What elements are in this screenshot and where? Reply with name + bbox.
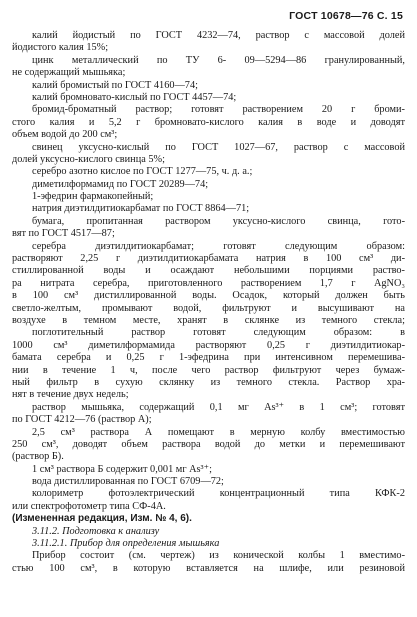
text-line: объем водой до 200 см³;: [12, 129, 118, 141]
text-line: стью 100 см³, в которую вставляется на шлифе, или резиновой: [12, 562, 405, 574]
text-line: по ГОСТ 4212—76 (раствор А);: [12, 414, 152, 426]
text-line: поглотительный раствор готовят следующим образом: в: [32, 327, 405, 339]
text-line: колориметр фотоэлектрический концентрационный типа КФК-2: [32, 488, 405, 500]
page-header: ГОСТ 10678—76 С. 15: [289, 10, 403, 22]
document-body: [12, 30, 405, 575]
text-line: стиллированной воды и осаждают небольшими порциями раство-: [12, 265, 405, 277]
text-line: серебра диэтилдитиокарбамат; готовят следующим образом:: [32, 240, 405, 252]
text-line: йодистого калия 15%;: [12, 42, 109, 54]
text-line: ный фильтр в сухую склянку из темного стекла. Раствор хра-: [12, 376, 405, 388]
text-line: 2,5 см³ раствора А помещают в мерную колбу вместимостью: [32, 426, 405, 438]
text-line: калий бромистый по ГОСТ 4160—74;: [32, 79, 198, 91]
text-line: долей уксусно-кислого свинца 5%;: [12, 153, 165, 165]
text-line: не содержащий мышьяка;: [12, 67, 126, 79]
text-line: свинец уксусно-кислый по ГОСТ 1027—67, раствор с массовой: [32, 141, 405, 153]
text-line: вят по ГОСТ 4517—87;: [12, 228, 115, 240]
text-line: натрия диэтилдитиокарбамат по ГОСТ 8864—71;: [32, 203, 250, 215]
text-line: растворяют 2,25 г диэтилдитиокарбамата натрия в 100 см³ ди-: [12, 253, 405, 265]
text-line: диметилформамид по ГОСТ 20289—74;: [32, 178, 209, 190]
text-line: или спектрофотометр типа СФ-4А.: [12, 500, 166, 512]
text-line: 1 см³ раствора Б содержит 0,001 мг As³⁺;: [32, 463, 212, 475]
text-line: Прибор состоит (см. чертеж) из конической колбы 1 вместимо-: [32, 550, 405, 562]
text-line: калий йодистый по ГОСТ 4232—74, раствор с массовой долей: [32, 30, 405, 41]
text-line: бумага, пропитанная раствором уксусно-кислого свинца, гото-: [32, 215, 405, 227]
text-line: серебро азотно кислое по ГОСТ 1277—75, ч. д. а.;: [32, 166, 253, 178]
text-line: раствор мышьяка, содержащий 0,1 мг As³⁺ в 1 см³; готовят: [32, 401, 405, 413]
text-line: 250 см³, доводят объем раствора водой до метки и перемешивают: [12, 438, 405, 450]
text-line: воздухе в темном месте, хранят в склянке из темного стекла;: [12, 314, 405, 326]
text-line: стого калия и 5,2 г бромновато-кислого калия в воде и доводят: [12, 116, 405, 128]
text-line: (раствор Б).: [12, 451, 64, 463]
text-line: бамата серебра и 0,25 г 1-эфедрина при интенсивном перемешива-: [12, 352, 405, 364]
subsection-heading: 3.11.2.1. Прибор для определения мышьяка: [32, 538, 220, 550]
amendment-note: (Измененная редакция, Изм. № 4, 6).: [12, 513, 192, 525]
text-line: 1-эфедрин фармакопейный;: [32, 191, 154, 203]
section-heading: 3.11.2. Подготовка к анализу: [32, 525, 160, 537]
text-line: вода дистиллированная по ГОСТ 6709—72;: [32, 476, 224, 488]
text-line: ра нитрата серебра, приготовленного растворением 1,7 г AgNO₃: [12, 277, 405, 289]
text-line: бромид-броматный раствор; готовят растворением 20 г броми-: [32, 104, 405, 116]
text-line: светло-желтым, промывают водой, фильтруют и высушивают на: [12, 302, 405, 314]
text-line: цинк металлический по ТУ 6- 09—5294—86 гранулированный,: [32, 54, 405, 66]
text-line: 1000 см³ диметилформамида растворяют 0,25 г диэтилдитиокар-: [12, 339, 405, 351]
text-line: нят в течение двух недель;: [12, 389, 129, 401]
text-line: нии в течение 1 ч, после чего раствор фильтруют через бумаж-: [12, 364, 405, 376]
text-line: в 100 см³ дистиллированной воды. Осадок, который должен быть: [12, 290, 405, 302]
text-line: калий бромновато-кислый по ГОСТ 4457—74;: [32, 91, 237, 103]
